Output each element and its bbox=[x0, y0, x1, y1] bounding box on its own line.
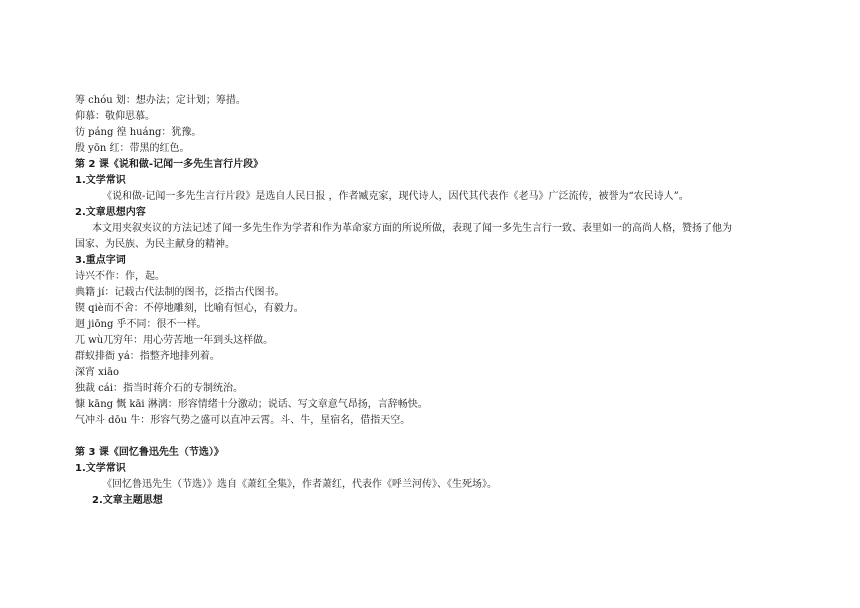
vocab-item: 群蚁排衙 yá：指整齐地排列着。 bbox=[75, 351, 220, 362]
vocab-item: 筹 chóu 划：想办法；定计划；筹措。 bbox=[75, 95, 246, 106]
vocab-item: 独裁 cái：指当时蒋介石的专制统治。 bbox=[75, 383, 243, 394]
paragraph: 《回忆鲁迅先生（节选）》选自《萧红全集》，作者萧红，代表作《呼兰河传》、《生死场》。 bbox=[102, 479, 497, 490]
paragraph: 本文用夹叙夹议的方法记述了闻一多先生作为学者和作为革命家方面的所说所做，表现了闻一多先生言行一致、表里如一的高尚人格，赞扬了他为 bbox=[92, 223, 732, 234]
section-heading: 1.文学常识 bbox=[75, 175, 126, 186]
vocab-item: 深宵 xiāo bbox=[75, 367, 119, 378]
lesson-3-title: 第 3 课《回忆鲁迅先生（节选）》 bbox=[75, 447, 224, 458]
vocab-item: 诗兴不作：作，起。 bbox=[75, 271, 165, 282]
vocab-item: 慷 kāng 慨 kāi 淋漓：形容情绪十分激动；说话、写文章意气昂扬，言辞畅快。 bbox=[75, 399, 428, 410]
paragraph: 国家、为民族、为民主献身的精神。 bbox=[75, 239, 235, 250]
section-heading: 3.重点字词 bbox=[75, 255, 126, 266]
vocab-item: 典籍 jí：记载古代法制的图书，泛指古代图书。 bbox=[75, 287, 285, 298]
vocab-item: 殷 yōn 红：带黑的红色。 bbox=[75, 143, 190, 154]
section-heading: 1.文学常识 bbox=[75, 463, 126, 474]
section-heading: 2.文章主题思想 bbox=[92, 495, 163, 506]
vocab-item: 迥 jiōng 乎不同：很不一样。 bbox=[75, 319, 207, 330]
vocab-item: 仰慕：敬仰思慕。 bbox=[75, 111, 155, 122]
paragraph: 《说和做-记闻一多先生言行片段》是选自人民日报 ，作者臧克家，现代诗人，因代其代表作《老马》广泛流传，被誉为“农民诗人”。 bbox=[102, 191, 689, 202]
vocab-item: 兀 wù兀穷年：用心劳苦地一年到头这样做。 bbox=[75, 335, 274, 346]
vocab-item: 锲 qiè而不舍：不停地雕刻，比喻有恒心，有毅力。 bbox=[75, 303, 304, 314]
vocab-item: 气冲斗 dōu 牛：形容气势之盛可以直冲云霄。斗、牛，星宿名，借指天空。 bbox=[75, 415, 411, 426]
vocab-item: 彷 páng 徨 huáng：犹豫。 bbox=[75, 127, 202, 138]
lesson-2-title: 第 2 课《说和做-记闻一多先生言行片段》 bbox=[75, 159, 264, 170]
section-heading: 2.文章思想内容 bbox=[75, 207, 146, 218]
